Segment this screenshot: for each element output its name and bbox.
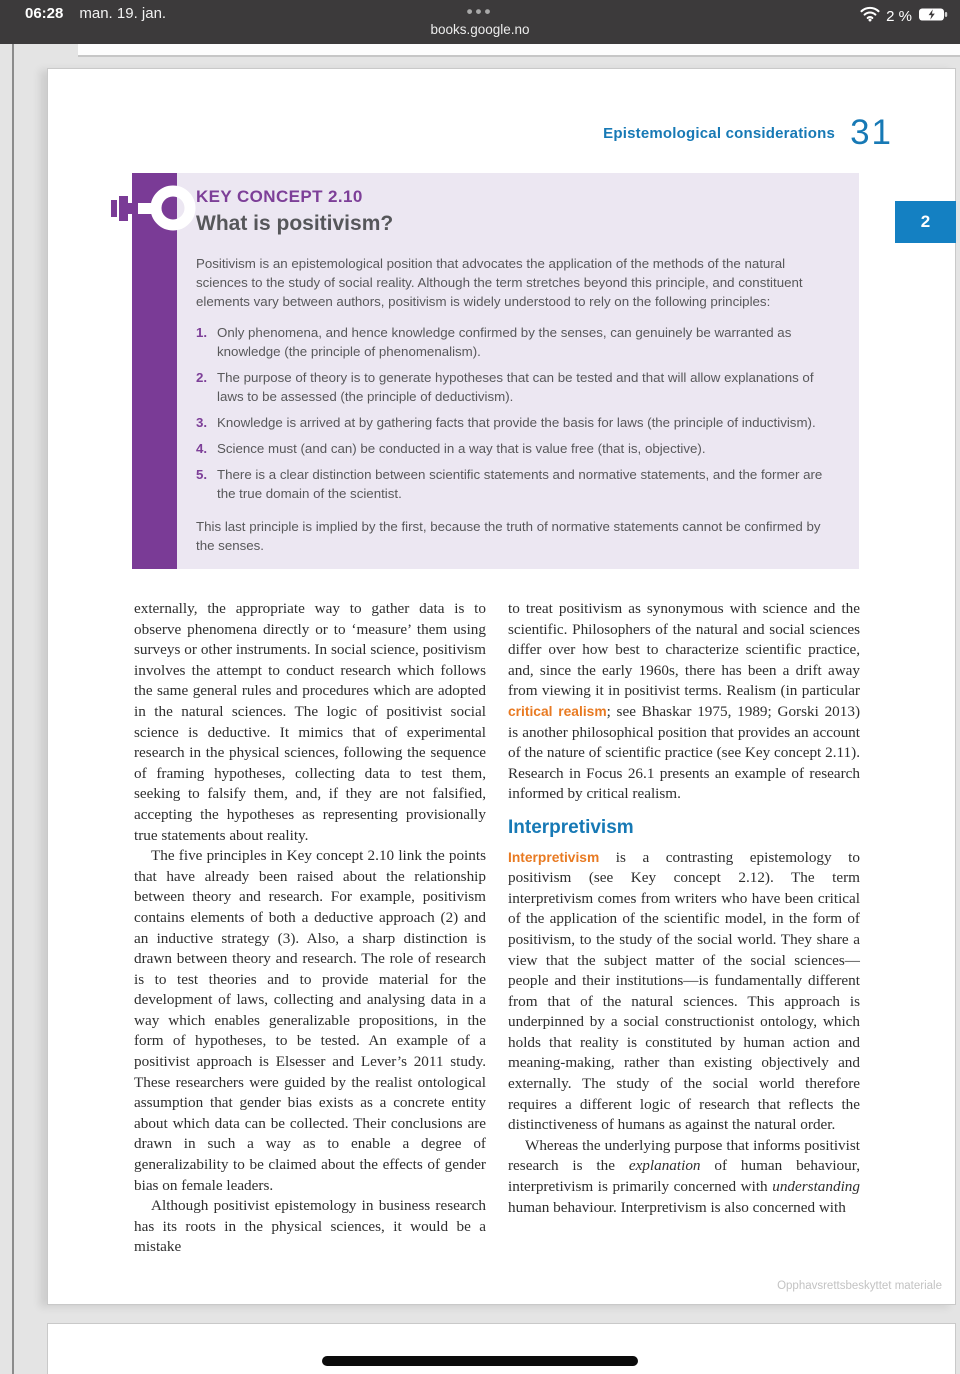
key-concept-footnote: This last principle is implied by the first, because the truth of normative statements cannot be confirmed by the senses. bbox=[196, 519, 821, 553]
principle-item bbox=[196, 465, 837, 503]
principle-number: 5. bbox=[196, 467, 208, 482]
body-paragraph: externally, the appropriate way to gather data is to observe phenomena directly or to ‘measure’ them using surveys or other instruments. In social science, positivism involves the attempt to conduct research which follows the same general rules and procedures which are adopted in the natural sciences. The logic of positivist social science is deductive. It mimics that of experimental research in the physical sciences, following the sequence of framing hypotheses, collecting data to test them, seeking to falsify them, and, if they are not falsified, accepting the hypotheses as representing provisionally true statements about reality. bbox=[134, 600, 486, 844]
principle-text: Only phenomena, and hence knowledge confirmed by the senses, can genuinely be warranted as knowledge (the principle of phenomenalism). bbox=[217, 325, 792, 359]
principle-number: 3. bbox=[196, 415, 208, 430]
section-title: Epistemological considerations bbox=[603, 124, 836, 142]
principle-item bbox=[196, 368, 837, 406]
key-concept-label: KEY CONCEPT 2.10 bbox=[196, 187, 363, 206]
principle-text: The purpose of theory is to generate hypotheses that can be tested and that will allow explanations of laws to be assessed (the principle of deductivism). bbox=[217, 370, 814, 404]
left-column bbox=[134, 599, 486, 1258]
page-number: 31 bbox=[850, 113, 893, 152]
clock: 06:28 bbox=[25, 5, 64, 22]
principles-list bbox=[196, 323, 837, 503]
principle-text: Knowledge is arrived at by gathering facts that provide the basis for laws (the principle of inductivism). bbox=[217, 415, 816, 430]
key-concept-intro: Positivism is an epistemological position that advocates the application of the methods of the natural sciences to the study of social reality. Although the term stretches beyond this principle, and constituent elements vary between authors, positivism is widely understood to rely on the following principles: bbox=[196, 256, 803, 309]
section-heading-interpretivism: Interpretivism bbox=[508, 816, 634, 838]
body-text bbox=[134, 599, 860, 1258]
status-bar bbox=[0, 0, 960, 44]
key-concept-box bbox=[132, 173, 859, 569]
battery-charging-icon bbox=[918, 7, 948, 27]
principle-text: Science must (and can) be conducted in a way that is value free (that is, objective). bbox=[217, 441, 706, 456]
running-header bbox=[603, 113, 893, 153]
right-column bbox=[508, 599, 860, 1258]
date-label: man. 19. jan. bbox=[79, 5, 167, 22]
page-stack-edge bbox=[12, 44, 14, 1374]
previous-page-edge bbox=[78, 44, 960, 57]
principle-item bbox=[196, 323, 837, 361]
body-paragraph: Although positivist epistemology in business research has its roots in the physical sciences, it would be a mistake bbox=[134, 1197, 486, 1256]
principle-text: There is a clear distinction between scientific statements and normative statements, and the former are the true domain of the scientist. bbox=[217, 467, 823, 501]
principle-number: 4. bbox=[196, 441, 208, 456]
copyright-watermark: Opphavsrettsbeskyttet materiale bbox=[777, 1280, 942, 1292]
right-column-bottom bbox=[508, 848, 860, 1219]
principle-item bbox=[196, 439, 837, 458]
principle-number: 1. bbox=[196, 325, 208, 340]
tab-overview-button[interactable]: ••• bbox=[466, 2, 494, 21]
body-paragraph: Whereas the underlying purpose that informs positivist research is the explanation of human behaviour, interpretivism is primarily concerned with understanding human behaviour. Interpretivism is also concerned with bbox=[508, 1136, 860, 1216]
principle-item bbox=[196, 413, 837, 432]
chapter-tab[interactable]: 2 bbox=[895, 201, 956, 243]
body-paragraph: The five principles in Key concept 2.10 link the points that have already been raised about the relationship between theory and research. For example, positivism contains elements of both a deductive approach (2) and an inductive strategy (3). Also, a sharp distinction is drawn between theory and research. The role of research is to test theories and to provide material for the development of laws, collecting and analysing data in a way which enables generalizable propositions, in the form of hypotheses, to be tested. An example of a positivist approach is Elsesser and Lever’s 2011 study. These researchers were guided by the realist ontological assumption that gender bias exists as a concrete entity about which data can be collected. Their conclusions are drawn in such a way as to enable a degree of generalizability to be claimed about the effects of gender bias on female leaders. bbox=[134, 847, 486, 1194]
right-column-top bbox=[508, 599, 860, 805]
key-icon bbox=[109, 183, 201, 235]
body-paragraph: to treat positivism as synonymous with science and the scientific. Philosophers of the natural and social sciences differ over how best to characterize scientific practice, and, since the early 1960s, there has been a drift away from viewing it in positivist terms. Realism (in particular critical realism; see Bhaskar 1975, 1989; Gorski 2013) is another philosophical position that provides an account of the nature of scientific practice (see Key concept 2.11). Research in Focus 26.1 presents an example of research informed by critical realism. bbox=[508, 600, 861, 803]
home-indicator-bar[interactable] bbox=[322, 1356, 638, 1366]
principle-number: 2. bbox=[196, 370, 208, 385]
next-page-edge bbox=[47, 1323, 956, 1374]
battery-percent-label: 2 % bbox=[886, 8, 912, 25]
key-concept-title: What is positivism? bbox=[196, 212, 394, 235]
body-paragraph: Interpretivism is a contrasting epistemology to positivism (see Key concept 2.12). The term interpretivism comes from writers who have been critical of the application of the scientific model, in the form of positivism, to the study of the social world. They share a view that the subject matter of the social sciences—people and their institutions—is fundamentally different from that of the natural sciences. This approach is underpinned by a social constructionist ontology, which holds that reality is constituted by human action and meaning-making, rather than existing objectively and externally. The study of the social world therefore requires a different logic of research that reflects the distinctiveness of humans as against the natural order. bbox=[508, 848, 860, 1134]
book-page bbox=[47, 68, 956, 1305]
key-concept-content bbox=[177, 173, 859, 569]
wifi-icon bbox=[860, 6, 880, 27]
address-bar[interactable]: books.google.no bbox=[430, 22, 530, 37]
